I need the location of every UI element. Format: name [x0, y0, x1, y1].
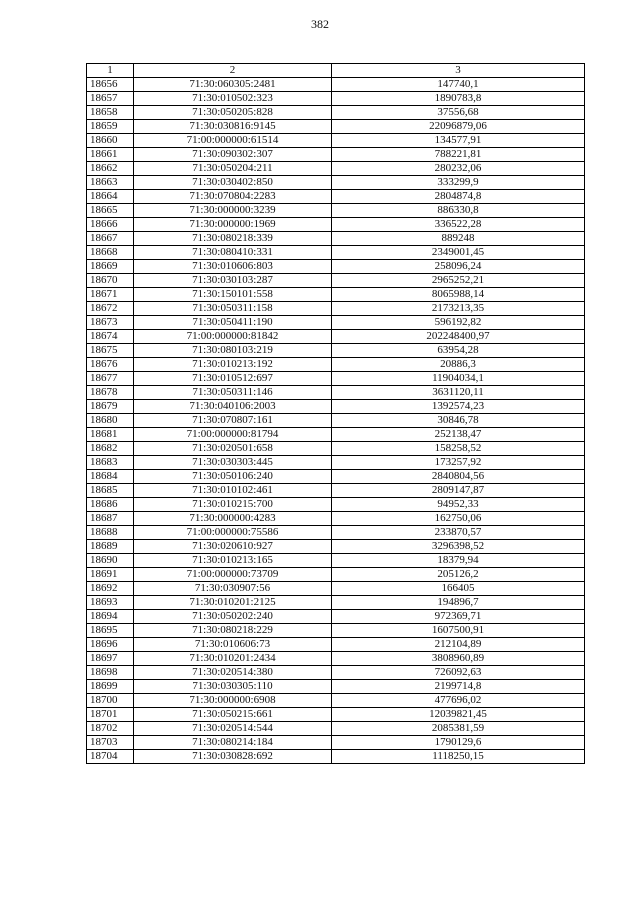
value-cell: 886330,8	[332, 204, 585, 218]
table-row	[87, 204, 585, 218]
table-row	[87, 666, 585, 680]
row-number-cell: 18685	[87, 484, 134, 498]
table-row	[87, 260, 585, 274]
row-number-cell: 18669	[87, 260, 134, 274]
value-cell: 8065988,14	[332, 288, 585, 302]
row-number-cell: 18695	[87, 624, 134, 638]
cadastral-number-cell: 71:30:050311:146	[134, 386, 332, 400]
cadastral-number-cell: 71:30:020514:544	[134, 722, 332, 736]
row-number-cell: 18682	[87, 442, 134, 456]
table-row	[87, 610, 585, 624]
row-number-cell: 18661	[87, 148, 134, 162]
row-number-cell: 18657	[87, 92, 134, 106]
cadastral-number-cell: 71:30:050311:158	[134, 302, 332, 316]
value-cell: 972369,71	[332, 610, 585, 624]
value-cell: 158258,52	[332, 442, 585, 456]
cadastral-number-cell: 71:00:000000:73709	[134, 568, 332, 582]
row-number-cell: 18664	[87, 190, 134, 204]
table-row	[87, 680, 585, 694]
value-cell: 3808960,89	[332, 652, 585, 666]
row-number-cell: 18670	[87, 274, 134, 288]
row-number-cell: 18677	[87, 372, 134, 386]
value-cell: 20886,3	[332, 358, 585, 372]
value-cell: 258096,24	[332, 260, 585, 274]
table-row	[87, 274, 585, 288]
row-number-cell: 18690	[87, 554, 134, 568]
row-number-cell: 18693	[87, 596, 134, 610]
cadastral-number-cell: 71:30:050411:190	[134, 316, 332, 330]
value-cell: 63954,28	[332, 344, 585, 358]
page-number: 382	[311, 17, 329, 31]
row-number-cell: 18696	[87, 638, 134, 652]
row-number-cell: 18672	[87, 302, 134, 316]
value-cell: 596192,82	[332, 316, 585, 330]
cadastral-number-cell: 71:00:000000:75586	[134, 526, 332, 540]
row-number-cell: 18668	[87, 246, 134, 260]
row-number-cell: 18683	[87, 456, 134, 470]
row-number-cell: 18666	[87, 218, 134, 232]
value-cell: 477696,02	[332, 694, 585, 708]
table-row	[87, 568, 585, 582]
row-number-cell: 18703	[87, 736, 134, 750]
cadastral-number-cell: 71:30:040106:2003	[134, 400, 332, 414]
row-number-cell: 18674	[87, 330, 134, 344]
value-cell: 1392574,23	[332, 400, 585, 414]
cadastral-number-cell: 71:30:070804:2283	[134, 190, 332, 204]
cadastral-number-cell: 71:30:060305:2481	[134, 78, 332, 92]
table-row	[87, 386, 585, 400]
cadastral-number-cell: 71:30:030907:56	[134, 582, 332, 596]
row-number-cell: 18688	[87, 526, 134, 540]
row-number-cell: 18689	[87, 540, 134, 554]
row-number-cell: 18687	[87, 512, 134, 526]
table-row	[87, 148, 585, 162]
table-row	[87, 372, 585, 386]
column-header-2: 2	[134, 64, 332, 78]
value-cell: 205126,2	[332, 568, 585, 582]
table-body	[87, 78, 585, 764]
table-row	[87, 246, 585, 260]
cadastral-number-cell: 71:30:080218:339	[134, 232, 332, 246]
cadastral-number-cell: 71:30:030402:850	[134, 176, 332, 190]
registry-table	[86, 63, 585, 764]
cadastral-number-cell: 71:30:020514:380	[134, 666, 332, 680]
table-row	[87, 78, 585, 92]
cadastral-number-cell: 71:30:080214:184	[134, 736, 332, 750]
cadastral-number-cell: 71:30:010502:323	[134, 92, 332, 106]
value-cell: 94952,33	[332, 498, 585, 512]
cadastral-number-cell: 71:30:000000:4283	[134, 512, 332, 526]
cadastral-number-cell: 71:30:090302:307	[134, 148, 332, 162]
row-number-cell: 18675	[87, 344, 134, 358]
value-cell: 2965252,21	[332, 274, 585, 288]
cadastral-number-cell: 71:30:150101:558	[134, 288, 332, 302]
table-row	[87, 694, 585, 708]
value-cell: 1790129,6	[332, 736, 585, 750]
table-row	[87, 596, 585, 610]
cadastral-number-cell: 71:30:010201:2125	[134, 596, 332, 610]
row-number-cell: 18699	[87, 680, 134, 694]
value-cell: 252138,47	[332, 428, 585, 442]
table-row	[87, 540, 585, 554]
table-row	[87, 176, 585, 190]
cadastral-number-cell: 71:30:010606:73	[134, 638, 332, 652]
cadastral-number-cell: 71:30:030103:287	[134, 274, 332, 288]
value-cell: 1607500,91	[332, 624, 585, 638]
cadastral-number-cell: 71:00:000000:81842	[134, 330, 332, 344]
table-row	[87, 106, 585, 120]
table-row	[87, 484, 585, 498]
value-cell: 173257,92	[332, 456, 585, 470]
table-row	[87, 344, 585, 358]
row-number-cell: 18667	[87, 232, 134, 246]
cadastral-number-cell: 71:30:030305:110	[134, 680, 332, 694]
cadastral-number-cell: 71:30:080410:331	[134, 246, 332, 260]
table-row	[87, 624, 585, 638]
row-number-cell: 18697	[87, 652, 134, 666]
cadastral-number-cell: 71:30:030816:9145	[134, 120, 332, 134]
cadastral-number-cell: 71:30:050202:240	[134, 610, 332, 624]
table-row	[87, 638, 585, 652]
table-row	[87, 302, 585, 316]
cadastral-number-cell: 71:30:020501:658	[134, 442, 332, 456]
cadastral-number-cell: 71:30:050205:828	[134, 106, 332, 120]
value-cell: 12039821,45	[332, 708, 585, 722]
cadastral-number-cell: 71:30:010213:192	[134, 358, 332, 372]
row-number-cell: 18681	[87, 428, 134, 442]
value-cell: 889248	[332, 232, 585, 246]
table-row	[87, 400, 585, 414]
row-number-cell: 18686	[87, 498, 134, 512]
row-number-cell: 18660	[87, 134, 134, 148]
table-row	[87, 708, 585, 722]
row-number-cell: 18662	[87, 162, 134, 176]
column-header-1: 1	[87, 64, 134, 78]
value-cell: 18379,94	[332, 554, 585, 568]
value-cell: 2199714,8	[332, 680, 585, 694]
value-cell: 2809147,87	[332, 484, 585, 498]
row-number-cell: 18671	[87, 288, 134, 302]
table-row	[87, 288, 585, 302]
row-number-cell: 18678	[87, 386, 134, 400]
table-row	[87, 330, 585, 344]
value-cell: 194896,7	[332, 596, 585, 610]
value-cell: 162750,06	[332, 512, 585, 526]
table-row	[87, 442, 585, 456]
row-number-cell: 18659	[87, 120, 134, 134]
value-cell: 1118250,15	[332, 750, 585, 764]
table-row	[87, 92, 585, 106]
row-number-cell: 18691	[87, 568, 134, 582]
table-row	[87, 750, 585, 764]
column-header-3: 3	[332, 64, 585, 78]
value-cell: 3631120,11	[332, 386, 585, 400]
row-number-cell: 18692	[87, 582, 134, 596]
cadastral-number-cell: 71:30:000000:6908	[134, 694, 332, 708]
row-number-cell: 18684	[87, 470, 134, 484]
row-number-cell: 18673	[87, 316, 134, 330]
cadastral-number-cell: 71:30:000000:3239	[134, 204, 332, 218]
table-row	[87, 134, 585, 148]
value-cell: 2085381,59	[332, 722, 585, 736]
table-row	[87, 232, 585, 246]
row-number-cell: 18701	[87, 708, 134, 722]
value-cell: 166405	[332, 582, 585, 596]
cadastral-number-cell: 71:30:010201:2434	[134, 652, 332, 666]
table-row	[87, 498, 585, 512]
value-cell: 147740,1	[332, 78, 585, 92]
row-number-cell: 18700	[87, 694, 134, 708]
value-cell: 37556,68	[332, 106, 585, 120]
cadastral-number-cell: 71:30:080218:229	[134, 624, 332, 638]
value-cell: 212104,89	[332, 638, 585, 652]
value-cell: 726092,63	[332, 666, 585, 680]
row-number-cell: 18680	[87, 414, 134, 428]
table-row	[87, 358, 585, 372]
cadastral-number-cell: 71:30:080103:219	[134, 344, 332, 358]
value-cell: 22096879,06	[332, 120, 585, 134]
row-number-cell: 18704	[87, 750, 134, 764]
table-row	[87, 456, 585, 470]
cadastral-number-cell: 71:30:000000:1969	[134, 218, 332, 232]
value-cell: 30846,78	[332, 414, 585, 428]
row-number-cell: 18698	[87, 666, 134, 680]
row-number-cell: 18665	[87, 204, 134, 218]
table-row	[87, 120, 585, 134]
cadastral-number-cell: 71:30:010102:461	[134, 484, 332, 498]
value-cell: 336522,28	[332, 218, 585, 232]
value-cell: 2804874,8	[332, 190, 585, 204]
table-row	[87, 652, 585, 666]
row-number-cell: 18694	[87, 610, 134, 624]
row-number-cell: 18656	[87, 78, 134, 92]
value-cell: 788221,81	[332, 148, 585, 162]
value-cell: 3296398,52	[332, 540, 585, 554]
value-cell: 134577,91	[332, 134, 585, 148]
table-row	[87, 722, 585, 736]
table-row	[87, 162, 585, 176]
value-cell: 1890783,8	[332, 92, 585, 106]
row-number-cell: 18676	[87, 358, 134, 372]
table-row	[87, 190, 585, 204]
header-row	[87, 64, 585, 78]
table-row	[87, 582, 585, 596]
table-row	[87, 554, 585, 568]
cadastral-number-cell: 71:30:030303:445	[134, 456, 332, 470]
cadastral-number-cell: 71:00:000000:61514	[134, 134, 332, 148]
value-cell: 2173213,35	[332, 302, 585, 316]
value-cell: 280232,06	[332, 162, 585, 176]
row-number-cell: 18663	[87, 176, 134, 190]
value-cell: 202248400,97	[332, 330, 585, 344]
value-cell: 2840804,56	[332, 470, 585, 484]
value-cell: 233870,57	[332, 526, 585, 540]
table-row	[87, 414, 585, 428]
table-header	[87, 64, 585, 78]
cadastral-number-cell: 71:30:050204:211	[134, 162, 332, 176]
cadastral-number-cell: 71:30:010215:700	[134, 498, 332, 512]
table-row	[87, 512, 585, 526]
table-row	[87, 316, 585, 330]
value-cell: 11904034,1	[332, 372, 585, 386]
cadastral-number-cell: 71:00:000000:81794	[134, 428, 332, 442]
value-cell: 2349001,45	[332, 246, 585, 260]
table-row	[87, 470, 585, 484]
cadastral-number-cell: 71:30:050106:240	[134, 470, 332, 484]
cadastral-number-cell: 71:30:050215:661	[134, 708, 332, 722]
cadastral-number-cell: 71:30:030828:692	[134, 750, 332, 764]
cadastral-number-cell: 71:30:010606:803	[134, 260, 332, 274]
cadastral-number-cell: 71:30:070807:161	[134, 414, 332, 428]
cadastral-number-cell: 71:30:010512:697	[134, 372, 332, 386]
cadastral-number-cell: 71:30:010213:165	[134, 554, 332, 568]
cadastral-number-cell: 71:30:020610:927	[134, 540, 332, 554]
table-row	[87, 428, 585, 442]
row-number-cell: 18679	[87, 400, 134, 414]
row-number-cell: 18658	[87, 106, 134, 120]
table-row	[87, 736, 585, 750]
row-number-cell: 18702	[87, 722, 134, 736]
value-cell: 333299,9	[332, 176, 585, 190]
table-row	[87, 526, 585, 540]
table-row	[87, 218, 585, 232]
